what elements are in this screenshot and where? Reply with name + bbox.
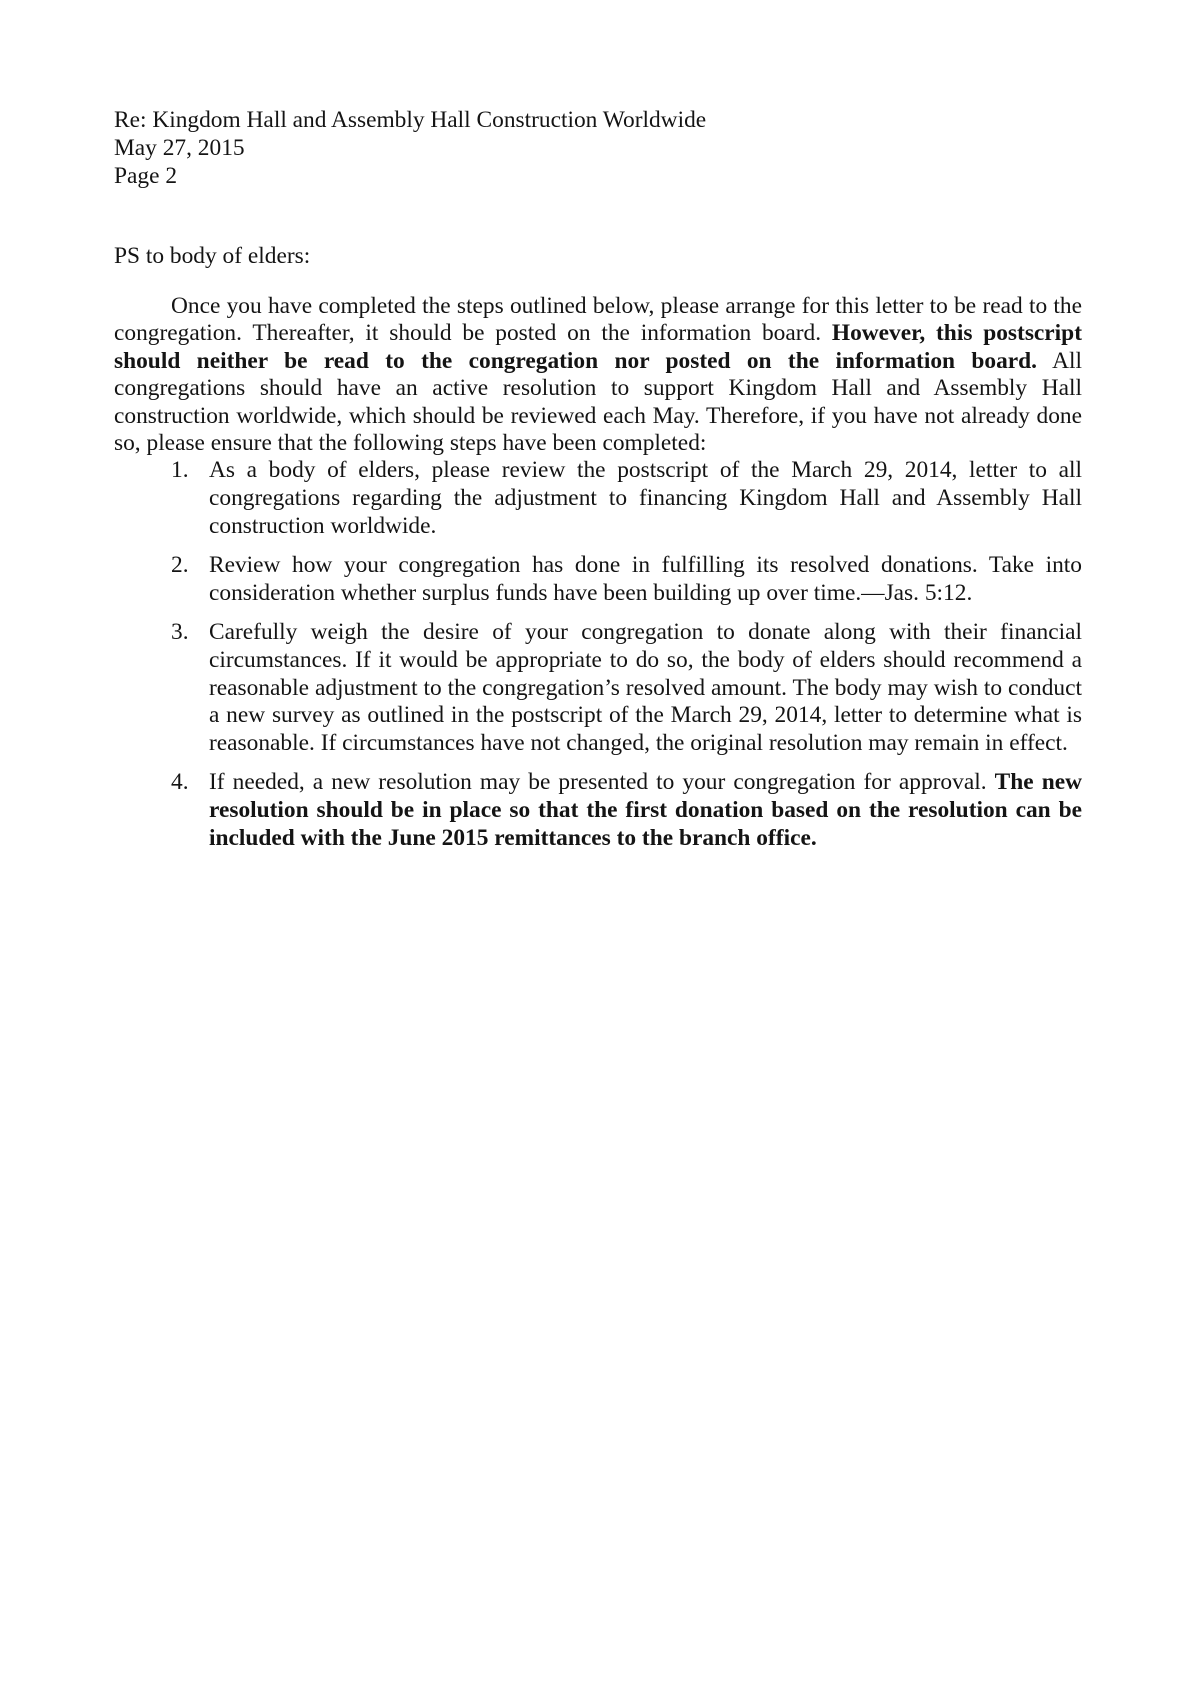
list-item: [171, 552, 1082, 607]
intro-text-2: All congregations should have an active resolution to support Kingdom Hall and Assembly Hall construction worldwide, which should be reviewed each May. Therefore, if you have not already done so, please ensure that the following steps have been completed:: [114, 347, 1082, 457]
step-number: 3.: [171, 619, 189, 646]
page-number: Page 2: [114, 163, 178, 189]
step-bold-text: The new resolution should be in place so that the first donation based on the resolution can be included with the June 2015 remittances to the branch office.: [209, 769, 1082, 851]
salutation: PS to body of elders:: [114, 243, 311, 269]
step-text: Review how your congregation has done in fulfilling its resolved donations. Take into consideration whether surplus funds have been building up over time.—Jas. 5:12.: [209, 552, 1082, 606]
step-text: As a body of elders, please review the postscript of the March 29, 2014, letter to all congregations regarding the adjustment to financing Kingdom Hall and Assembly Hall construction worldwide.: [209, 457, 1082, 539]
list-item: [171, 457, 1082, 540]
intro-text-1: Once you have completed the steps outlined below, please arrange for this letter to be read to the congregation. Thereafter, it should be posted on the information board.: [114, 293, 1082, 347]
list-item: [171, 619, 1082, 757]
letter-content: [114, 106, 1082, 864]
step-text: If needed, a new resolution may be presented to your congregation for approval.: [209, 769, 987, 796]
letter-date: May 27, 2015: [114, 135, 245, 161]
intro-bold-notice: However, this postscript should neither be read to the congregation nor posted on the information board.: [114, 320, 1082, 374]
step-text: Carefully weigh the desire of your congregation to donate along with their financial circumstances. If it would be appropriate to do so, the body of elders should recommend a reasonable adjustment to the congregation’s resolved amount. The body may wish to conduct a new survey as outlined in the postscript of the March 29, 2014, letter to determine what is reasonable. If circumstances have not changed, the original resolution may remain in effect.: [209, 619, 1082, 756]
step-number: 1.: [171, 457, 189, 484]
subject-line: Re: Kingdom Hall and Assembly Hall Construction Worldwide: [114, 107, 707, 133]
intro-paragraph: [114, 293, 1082, 457]
step-number: 2.: [171, 552, 189, 579]
list-item: [171, 769, 1082, 852]
steps-list: [114, 457, 1082, 852]
step-number: 4.: [171, 769, 189, 796]
letter-header: [114, 106, 1082, 190]
